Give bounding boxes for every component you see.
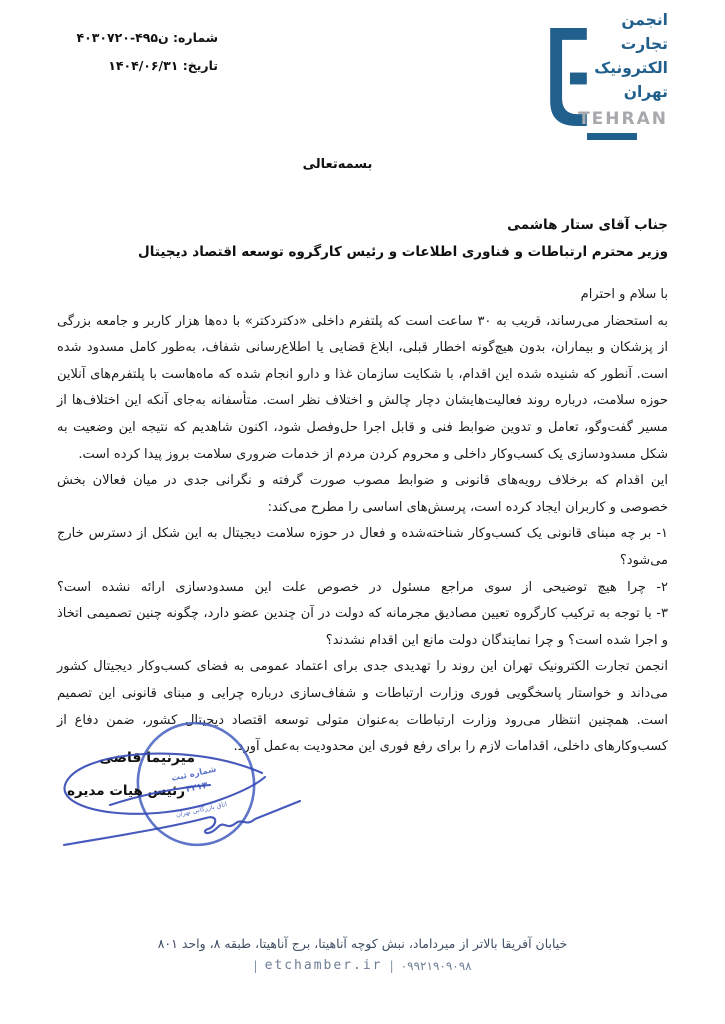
letter-body <box>57 282 668 761</box>
footer-separator: | <box>389 958 394 973</box>
paragraph-intro: به استحضار می‌رساند، قریب به ۳۰ ساعت است که پلتفرم داخلی «دکتردکتر» با ده‌ها هزار کاربر و جامعه بزرگی از پزشکان و بیماران، بدون هیچ‌گونه اخطار قبلی، ابلاغ قضایی یا اطلاع‌رسانی شفاف، به‌طور کامل مسدود شده است. آنطور که شنیده شده این اقدام، با شکایت سازمان غذا و دارو انجام شده که ماه‌هاست با پلتفرم‌های آنلاین حوزه سلامت، درباره روند فعالیت‌هایشان دچار چالش و اختلاف نظر است. متأسفانه به‌جای آنکه این اختلاف‌ها از مسیر گفت‌وگو، تعامل و تدوین ضوابط فنی و قابل اجرا حل‌وفصل شود، اکنون شاهدیم که نتیجه این وضعیت به شکل مسدودسازی یک کسب‌وکار داخلی و محروم کردن مردم از خدمات ضروری سلامت بروز پیدا کرده است. <box>57 313 668 462</box>
salutation: با سلام و احترام <box>580 287 668 302</box>
footer-phone: ۰۹۹۲۱۹۰۹۰۹۸ <box>400 958 472 973</box>
paragraph-demand: انجمن تجارت الکترونیک تهران این روند را تهدیدی جدی برای اعتماد عمومی به فضای کسب‌وکار دیجیتال کشور می‌داند و خواستار پاسخگویی فوری وزارت ارتباطات و شفاف‌سازی درباره چرایی و مبنای قانونی این تصمیم است. همچنین انتظار می‌رود وزارت ارتباطات به‌عنوان متولی توسعه اقتصاد دیجیتال کشور، ضمن دفاع از کسب‌وکارهای داخلی، اقدامات لازم را برای رفع فوری این محدودیت به‌عمل آورد. <box>57 659 668 755</box>
paragraph-concerns: این اقدام که برخلاف رویه‌های قانونی و ضوابط مصوب صورت گرفته و نگرانی جدی در میان فعالان بخش خصوصی و کاربران ایجاد کرده است، پرسش‌های اساسی را مطرح می‌کند: <box>57 473 668 515</box>
signature-name: میرنیما قاضی <box>99 750 195 766</box>
recipient-title: وزیر محترم ارتباطات و فناوری اطلاعات و رئیس کارگروه توسعه اقتصاد دیجیتال <box>138 244 668 260</box>
logo-org-name <box>594 8 668 104</box>
question-item-3: ۳- با توجه به ترکیب کارگروه تعیین مصادیق مجرمانه که دولت در آن چندین عضو دارد، چگونه چنین تصمیمی اتخاذ و اجرا شده است؟ و چرا نمایندگان دولت مانع این اقدام نشدند؟ <box>57 606 668 648</box>
footer-separator: | <box>253 958 258 973</box>
logo-latin-wordmark: TEHRAN <box>578 109 668 129</box>
letter-number: شماره: ن۴۹۵-۴۰۳۰۷۲۰ <box>76 30 218 45</box>
stamp-reg-number: ۴۲۱۳ <box>185 780 209 796</box>
org-logo <box>525 0 725 150</box>
question-item-1: ۱- بر چه مبنای قانونی یک کسب‌وکار شناخته‌شده و فعال در حوزه سلامت دیجیتال به این شکل از دسترس خارج می‌شود؟ <box>57 526 668 568</box>
website-link[interactable]: etchamber.ir <box>264 958 383 973</box>
logo-org-line: تهران <box>623 83 668 101</box>
logo-org-line: تجارت <box>620 35 668 53</box>
handwritten-signature-icon <box>50 735 310 855</box>
stamp-sub-text: اتاق بازرگانی تهران <box>175 800 228 819</box>
logo-org-line: الکترونیک <box>594 59 668 77</box>
footer-contact <box>0 958 725 973</box>
recipient-name: جناب آقای ستار هاشمی <box>507 217 668 233</box>
stamp-reg-label: شماره ثبت <box>170 764 218 784</box>
signature-title: رئیس هیات مدیره <box>67 783 185 799</box>
question-item-2: ۲- چرا هیچ توضیحی از سوی مراجع مسئول در خصوص علت این مسدودسازی ارائه نشده است؟ <box>57 579 668 595</box>
recipient-block <box>57 212 668 266</box>
letter-meta <box>60 24 218 80</box>
footer <box>0 934 725 973</box>
logo-org-line: انجمن <box>621 11 668 29</box>
letter-date: تاریخ: ۱۴۰۴/۰۶/۳۱ <box>108 58 218 73</box>
logo-underline-bar <box>587 133 637 140</box>
besmele-heading: بسمه‌تعالی <box>302 157 373 172</box>
footer-address: خیابان آفریقا بالاتر از میرداماد، نبش کوچه آناهیتا، برج آناهیتا، طبقه ۸، واحد ۸۰۱ <box>157 936 568 951</box>
